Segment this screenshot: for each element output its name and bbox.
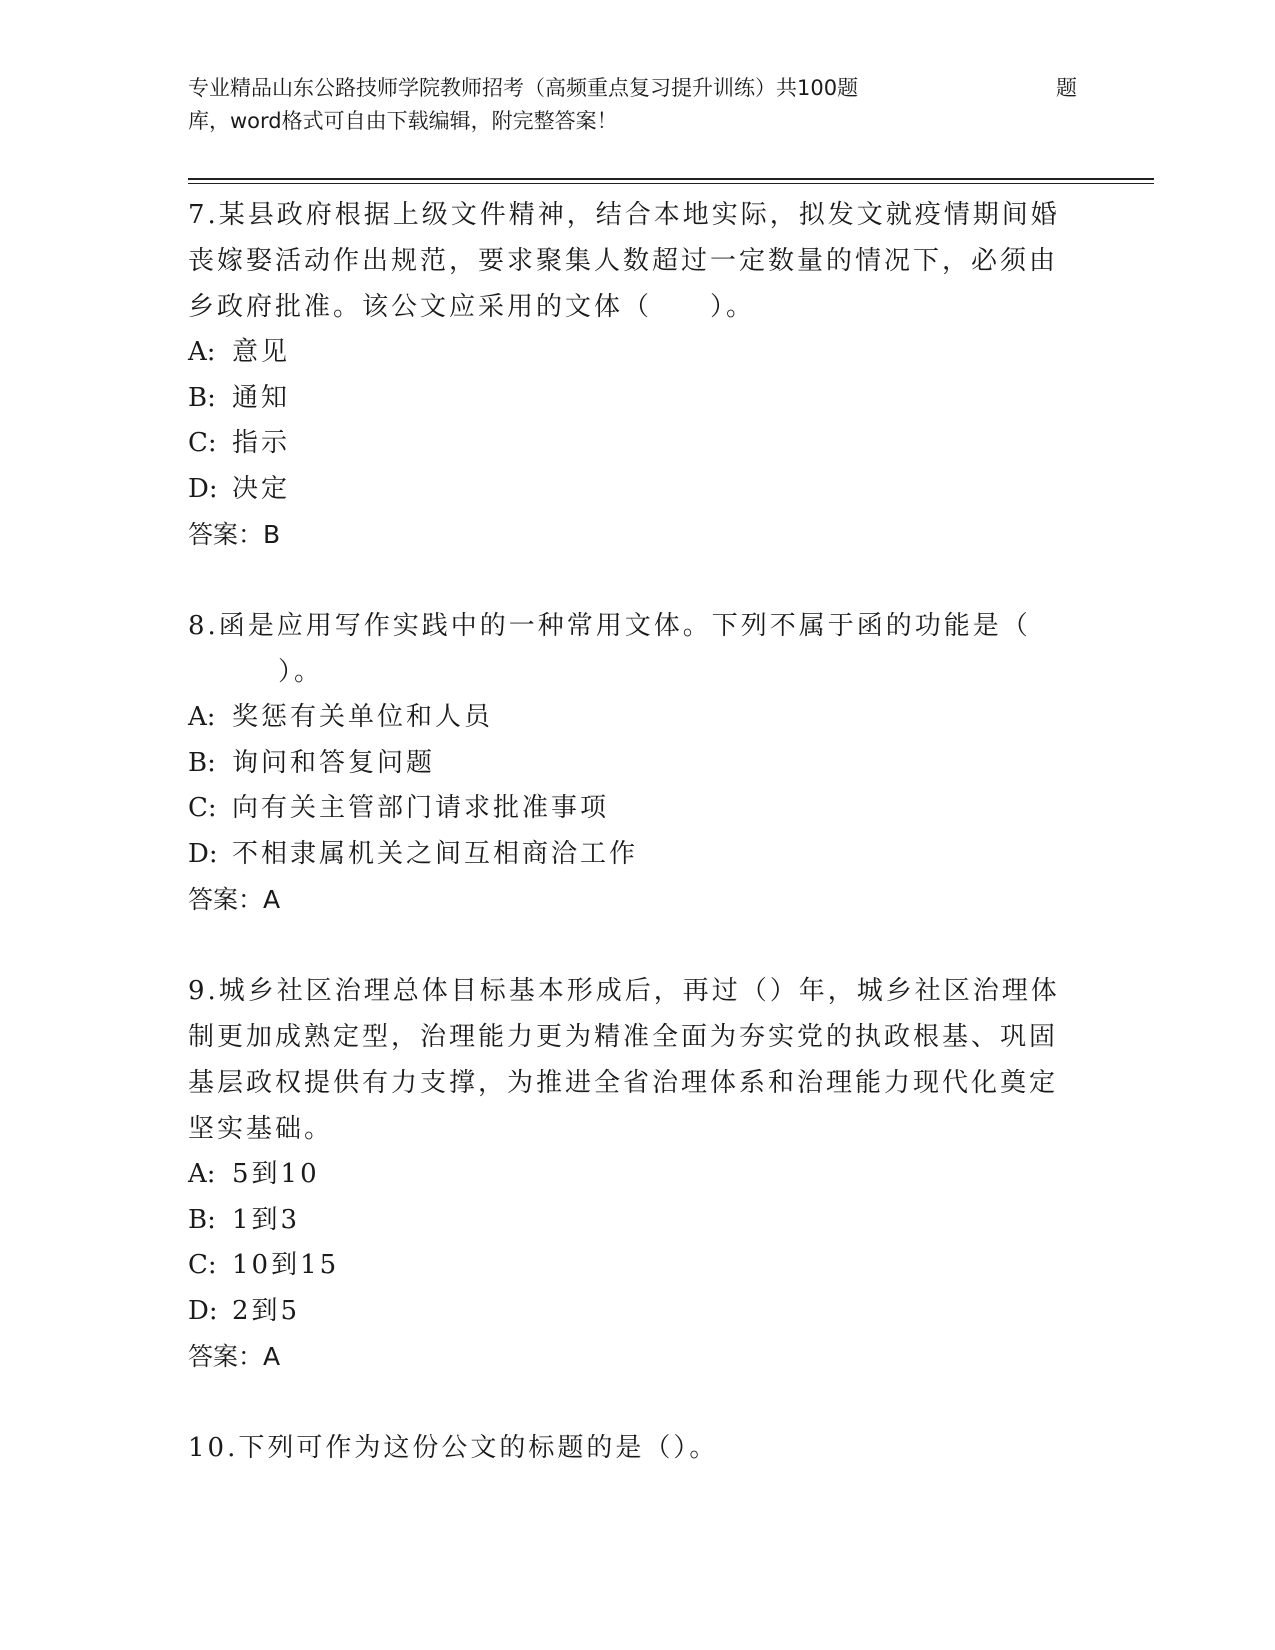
- header-title: 专业精品山东公路技师学院教师招考（高频重点复习提升训练）共100题: [188, 76, 859, 100]
- stem-line: 制更加成熟定型，治理能力更为精准全面为夯实党的执政根基、巩固: [188, 1022, 1059, 1052]
- option-text: 决定: [232, 473, 291, 504]
- option-text: 不相隶属机关之间互相商洽工作: [232, 838, 639, 869]
- stem-line: 坚实基础。: [188, 1114, 334, 1144]
- stem-line: 乡政府批准。该公文应采用的文体（ ）。: [188, 292, 756, 322]
- option-c: [188, 421, 1088, 467]
- option-letter: A:: [188, 702, 216, 732]
- option-letter: B:: [188, 747, 216, 778]
- option-d: [188, 832, 1088, 878]
- option-text: 奖惩有关单位和人员: [232, 702, 494, 732]
- question-9: [188, 968, 1088, 1380]
- option-text: 通知: [232, 382, 291, 413]
- page-header: [188, 72, 1078, 138]
- option-letter: C:: [188, 1250, 217, 1280]
- option-text: 询问和答复问题: [232, 747, 436, 778]
- question-stem: [188, 603, 1088, 695]
- answer-label: 答案：A: [188, 1342, 281, 1371]
- question-list: [188, 192, 1088, 1516]
- stem-line: 8.函是应用写作实践中的一种常用文体。下列不属于函的功能是（: [188, 611, 1031, 641]
- option-letter: C:: [188, 793, 217, 823]
- option-letter: A:: [188, 1159, 216, 1189]
- option-d: [188, 1289, 1088, 1335]
- option-c: [188, 1243, 1088, 1289]
- option-text: 意见: [232, 337, 291, 367]
- header-divider: [188, 178, 1154, 180]
- option-b: [188, 741, 1088, 787]
- option-d: [188, 467, 1088, 513]
- stem-line: 丧嫁娶活动作出规范，要求聚集人数超过一定数量的情况下，必须由: [188, 246, 1059, 276]
- option-text: 1到3: [232, 1204, 301, 1235]
- option-text: 2到5: [232, 1295, 301, 1326]
- option-text: 指示: [232, 428, 291, 458]
- option-letter: B:: [188, 1204, 216, 1235]
- option-letter: A:: [188, 337, 216, 367]
- stem-line: 7.某县政府根据上级文件精神，结合本地实际，拟发文就疫情期间婚: [188, 200, 1060, 230]
- question-stem: [188, 1425, 1088, 1471]
- option-text: 5到10: [232, 1159, 320, 1189]
- option-text: 10到15: [232, 1250, 340, 1280]
- option-letter: C:: [188, 428, 217, 458]
- header-divider-thin: [188, 183, 1154, 184]
- answer-label: 答案：A: [188, 885, 281, 914]
- stem-line: 9.城乡社区治理总体目标基本形成后，再过（）年，城乡社区治理体: [188, 976, 1060, 1006]
- question-stem: [188, 968, 1088, 1152]
- option-b: [188, 376, 1088, 422]
- header-line-1: [188, 72, 1078, 105]
- stem-line: 基层政权提供有力支撑，为推进全省治理体系和治理能力现代化奠定: [188, 1068, 1059, 1098]
- question-7: [188, 192, 1088, 558]
- option-a: [188, 1152, 1088, 1198]
- header-line-2: 库，word格式可自由下载编辑，附完整答案！: [188, 109, 618, 133]
- option-c: [188, 786, 1088, 832]
- option-letter: B:: [188, 382, 216, 413]
- question-8: [188, 603, 1088, 923]
- stem-line: 10.下列可作为这份公文的标题的是（）。: [188, 1433, 719, 1463]
- option-letter: D:: [188, 838, 218, 869]
- option-letter: D:: [188, 473, 218, 504]
- question-stem: [188, 192, 1088, 330]
- option-b: [188, 1198, 1088, 1244]
- header-title-trail: 题: [1056, 76, 1077, 100]
- option-a: [188, 330, 1088, 376]
- question-10: [188, 1425, 1088, 1471]
- option-text: 向有关主管部门请求批准事项: [232, 793, 610, 823]
- option-a: [188, 695, 1088, 741]
- stem-line: ）。: [278, 657, 324, 687]
- option-letter: D:: [188, 1295, 218, 1326]
- answer-label: 答案：B: [188, 520, 281, 549]
